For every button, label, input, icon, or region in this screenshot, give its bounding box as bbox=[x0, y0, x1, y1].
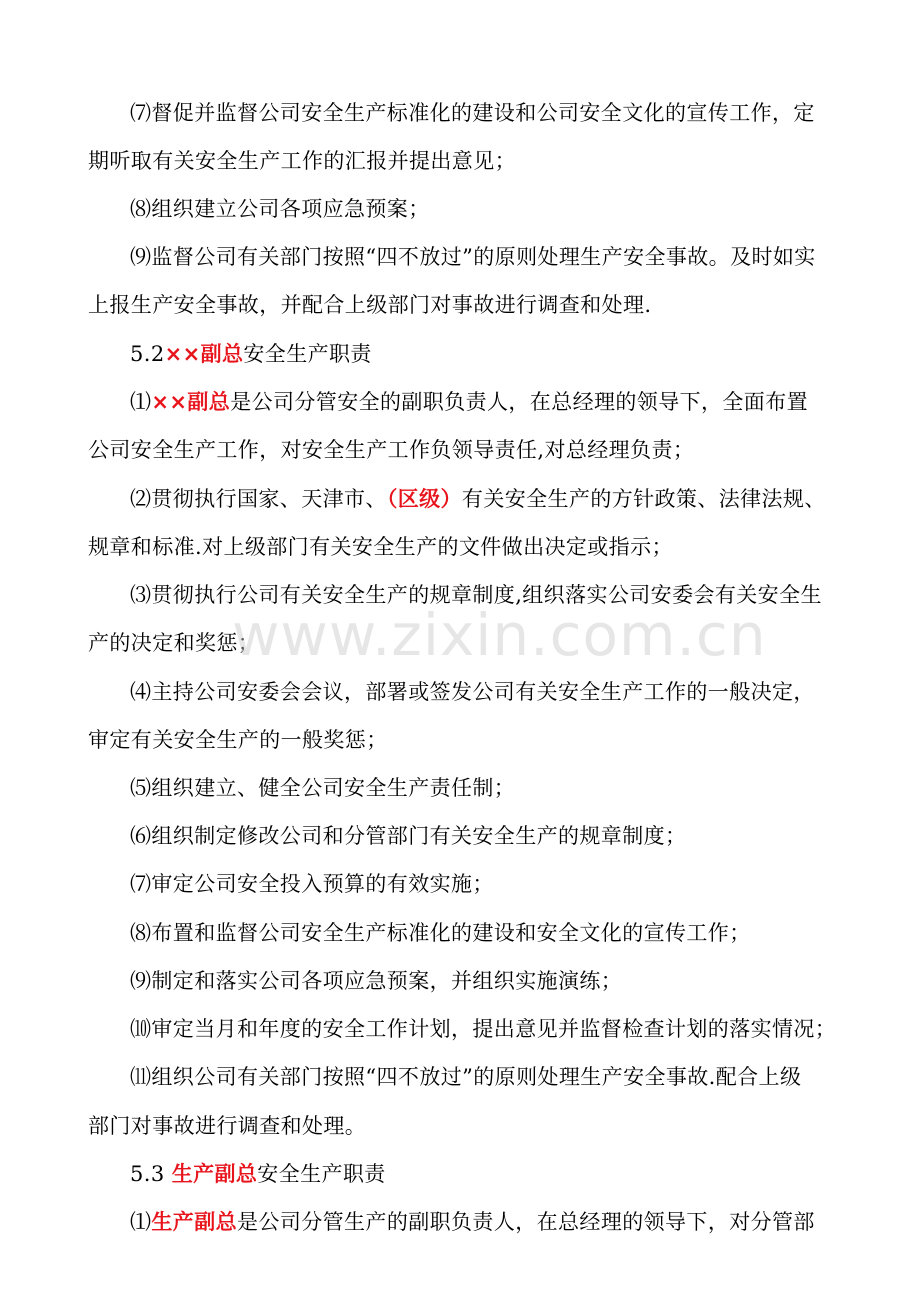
role-highlight: 生产副总 bbox=[151, 1210, 238, 1234]
heading-text: 安全生产职责 bbox=[257, 1162, 386, 1186]
section-5-2-item-11-line-2: 部门对事故进行调查和处理。 bbox=[88, 1114, 367, 1138]
section-5-2-item-3-line-2: 产的决定和奖惩； bbox=[88, 631, 260, 655]
item-text-prefix: ⑵贯彻执行国家、天津市、 bbox=[130, 487, 387, 511]
role-highlight: 生产副总 bbox=[171, 1162, 258, 1186]
section-5-2-item-6: ⑹组织制定修改公司和分管部门有关安全生产的规章制度； bbox=[130, 824, 687, 848]
watermark: www.zixin.com.cn bbox=[232, 601, 767, 669]
section-5-2-item-11-line-1: ⑾组织公司有关部门按照“四不放过”的原则处理生产安全事故.配合上级 bbox=[130, 1065, 802, 1089]
section-5-2-item-2-line-2: 规章和标准.对上级部门有关安全生产的文件做出决定或指示； bbox=[88, 535, 673, 559]
paragraph-9-line-1: ⑼监督公司有关部门按照“四不放过”的原则处理生产安全事故。及时如实 bbox=[130, 245, 816, 269]
paragraph-7-line-2: 期听取有关安全生产工作的汇报并提出意见； bbox=[88, 149, 516, 173]
section-5-2-item-5: ⑸组织建立、健全公司安全生产责任制； bbox=[130, 776, 516, 800]
section-5-2-item-2-line-1 bbox=[130, 486, 920, 512]
role-highlight: ××副总 bbox=[164, 342, 244, 366]
section-5-2-item-1-line-1 bbox=[130, 389, 920, 415]
section-5-2-item-7: ⑺审定公司安全投入预算的有效实施； bbox=[130, 872, 494, 896]
region-highlight: （区级） bbox=[386, 487, 462, 511]
section-5-2-heading bbox=[130, 341, 920, 367]
role-highlight: ××副总 bbox=[151, 390, 231, 414]
item-text: 是公司分管安全的副职负责人，在总经理的领导下，全面布置 bbox=[230, 390, 809, 414]
item-marker: ⑴ bbox=[130, 1210, 152, 1234]
heading-text: 安全生产职责 bbox=[243, 342, 372, 366]
section-5-3-heading bbox=[130, 1161, 920, 1187]
section-5-3-item-1-line-1 bbox=[130, 1209, 920, 1235]
section-5-2-item-10: ⑽审定当月和年度的安全工作计划，提出意见并监督检查计划的落实情况； bbox=[130, 1017, 837, 1041]
item-marker: ⑴ bbox=[130, 390, 152, 414]
item-text: 是公司分管生产的副职负责人，在总经理的领导下，对分管部 bbox=[237, 1210, 815, 1234]
section-number: 5.3 bbox=[130, 1162, 165, 1186]
section-5-2-item-4-line-1: ⑷主持公司安委会会议，部署或签发公司有关安全生产工作的一般决定， bbox=[130, 680, 815, 704]
section-5-2-item-3-line-1: ⑶贯彻执行公司有关安全生产的规章制度,组织落实公司安委会有关安全生 bbox=[130, 583, 822, 607]
section-5-2-item-8: ⑻布置和监督公司安全生产标准化的建设和安全文化的宣传工作； bbox=[130, 921, 751, 945]
section-5-2-item-9: ⑼制定和落实公司各项应急预案，并组织实施演练； bbox=[130, 969, 623, 993]
paragraph-9-line-2: 上报生产安全事故，并配合上级部门对事故进行调查和处理. bbox=[88, 293, 652, 317]
section-number: 5.2 bbox=[130, 342, 165, 366]
item-text: 有关安全生产的方针政策、法律法规、 bbox=[461, 487, 826, 511]
paragraph-7-line-1: ⑺督促并监督公司安全生产标准化的建设和公司安全文化的宣传工作，定 bbox=[130, 101, 815, 125]
paragraph-8: ⑻组织建立公司各项应急预案； bbox=[130, 197, 430, 221]
section-5-2-item-4-line-2: 审定有关安全生产的一般奖惩； bbox=[88, 728, 388, 752]
section-5-2-item-1-line-2: 公司安全生产工作，对安全生产工作负领导责任,对总经理负责； bbox=[88, 438, 695, 462]
